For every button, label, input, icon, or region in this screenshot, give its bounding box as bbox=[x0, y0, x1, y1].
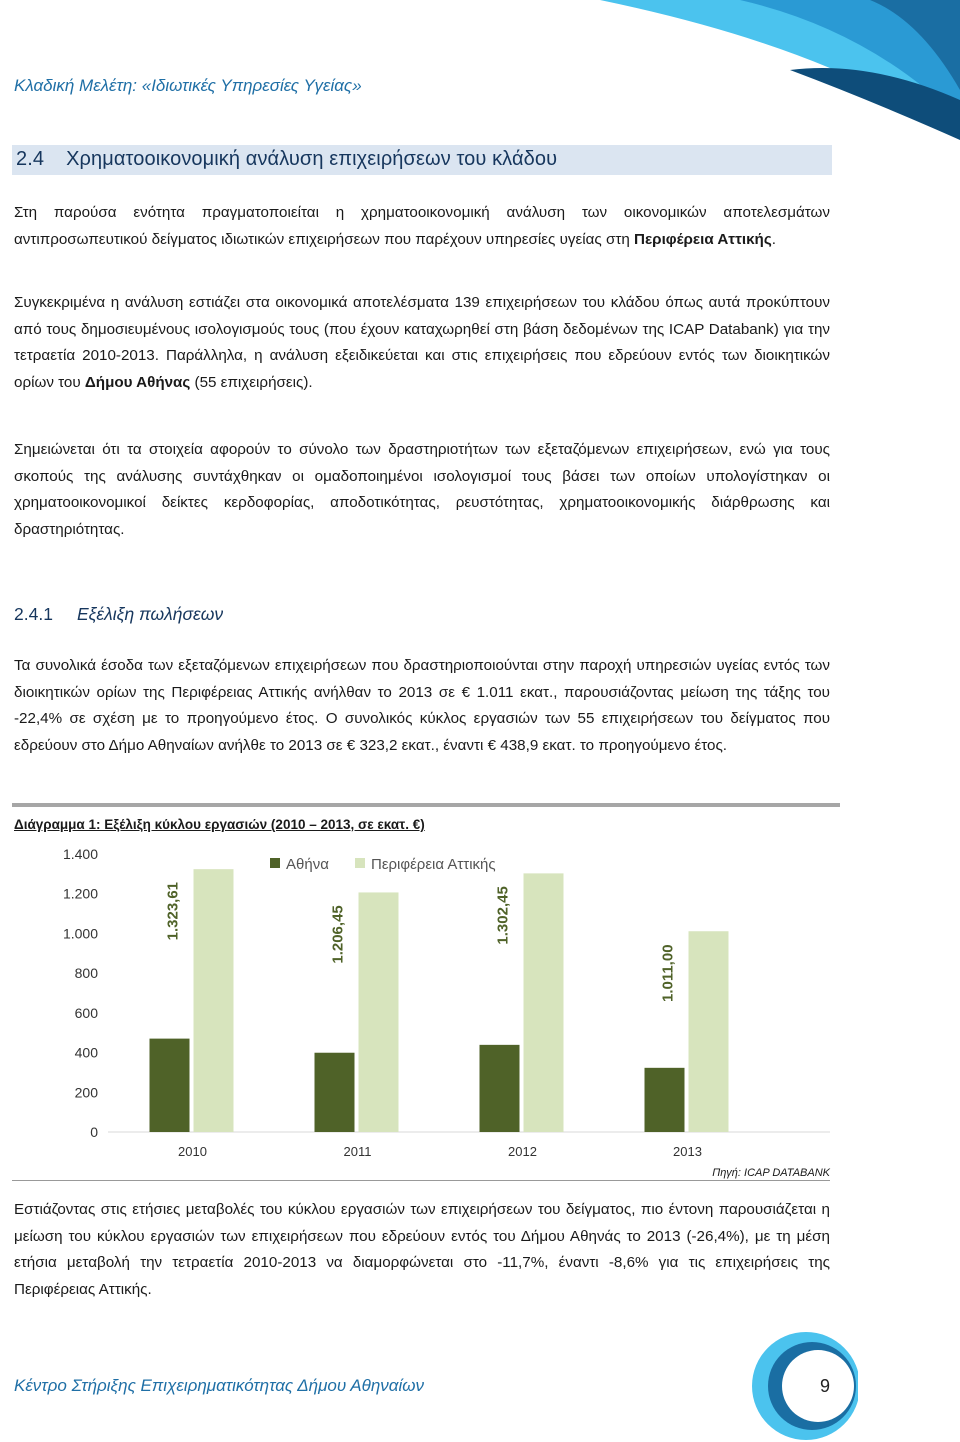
paragraph-intro-text: Στη παρούσα ενότητα πραγματοποιείται η χρηματοοικονομική ανάλυση των οικονομικών αποτελεσμάτων αντιπροσωπευτικού δείγματος ιδιωτικών επιχειρήσεων που παρέχουν υπηρεσίες υγείας στη bbox=[14, 204, 830, 248]
y-tick-label: 1.200 bbox=[62, 885, 98, 902]
section-title: Χρηματοοικονομική ανάλυση επιχειρήσεων του κλάδου bbox=[66, 148, 558, 170]
bar-data-label: 323,2 bbox=[629, 1075, 646, 1114]
paragraph-sample-bold: Δήμου Αθήνας bbox=[84, 373, 191, 391]
legend-attiki-swatch bbox=[355, 858, 365, 868]
paragraph-sample bbox=[14, 290, 830, 396]
subsection-heading bbox=[14, 604, 223, 625]
footer-text: Κέντρο Στήριξης Επιχειρηματικότητας Δήμου Αθηναίων bbox=[14, 1376, 425, 1395]
y-tick-label: 200 bbox=[74, 1084, 98, 1101]
chart-bottom-rule bbox=[12, 1180, 830, 1181]
bar-athina bbox=[150, 1039, 190, 1132]
legend-athina-label: Αθήνα bbox=[286, 856, 329, 873]
bar-attiki bbox=[359, 892, 399, 1132]
y-tick-label: 800 bbox=[74, 965, 98, 982]
subsection-title: Εξέλιξη πωλήσεων bbox=[76, 604, 224, 624]
paragraph-intro-bold: Περιφέρεια Αττικής bbox=[634, 230, 772, 248]
paragraph-sample-end: (55 επιχειρήσεις). bbox=[190, 373, 313, 391]
bar-data-label: 438,9 bbox=[464, 1052, 481, 1091]
x-tick-label: 2013 bbox=[673, 1144, 702, 1159]
bar-attiki bbox=[194, 869, 234, 1132]
chart-source: Πηγή: ICAP DATABANK bbox=[712, 1167, 830, 1179]
y-tick-label: 400 bbox=[74, 1044, 98, 1061]
paragraph-changes: Εστιάζοντας στις ετήσιες μεταβολές του κύκλου εργασιών των επιχειρήσεων του δείγματος, πιο έντονη παρουσιάζεται η μείωση του κύκλου εργασιών των επιχειρήσεων που εδρεύουν εντός του Δήμου Αθηνάς το 2013 (-26,4%), με τη μέση ετήσια μεταβολή την τετραετία 2010-2013 να διαμορφώνεται στο -11,7%, έναντι -8,6% για τις επιχειρήσεις της Περιφέρειας Αττικής. bbox=[14, 1201, 830, 1298]
document-header-title: Κλαδική Μελέτη: «Ιδιωτικές Υπηρεσίες Υγείας» bbox=[14, 76, 362, 95]
y-tick-label: 1.400 bbox=[62, 846, 98, 862]
bar-data-label: 1.206,45 bbox=[329, 905, 347, 964]
y-tick-label: 1.000 bbox=[62, 925, 98, 942]
bar-attiki bbox=[689, 931, 729, 1132]
bar-athina bbox=[480, 1045, 520, 1132]
legend-attiki-label: Περιφέρεια Αττικής bbox=[371, 856, 496, 873]
y-tick-label: 600 bbox=[74, 1004, 98, 1021]
bar-data-label: 470,3 bbox=[134, 1046, 151, 1084]
bar-athina bbox=[645, 1068, 685, 1132]
footer-circle-graphic bbox=[748, 1330, 858, 1442]
legend-athina-swatch bbox=[270, 858, 280, 868]
x-tick-label: 2011 bbox=[343, 1144, 372, 1159]
x-tick-label: 2010 bbox=[178, 1144, 207, 1159]
subsection-number: 2.4.1 bbox=[14, 604, 53, 624]
chart-caption: Διάγραμμα 1: Εξέλιξη κύκλου εργασιών (2010 – 2013, σε εκατ. €) bbox=[14, 817, 425, 832]
x-tick-label: 2012 bbox=[508, 1144, 537, 1159]
bar-data-label: 1.323,61 bbox=[164, 881, 182, 941]
section-heading bbox=[16, 148, 557, 171]
y-tick-label: 0 bbox=[90, 1124, 98, 1140]
paragraph-note: Σημειώνεται ότι τα στοιχεία αφορούν το σύνολο των δραστηριοτήτων των εξεταζόμενων επιχειρήσεων, ενώ για τους σκοπούς της ανάλυσης συντάχθηκαν οι ομαδοποιημένοι ισολογισμοί τους βάσει των οποίων υπολογίστηκαν οι χρηματοοικονομικοί δείκτες κερδοφορίας, αποδοτικότητας, ρευστότητας, χρηματοοικονομικής διάρθρωσης και δραστηριότητας. bbox=[14, 441, 830, 538]
bar-athina bbox=[315, 1053, 355, 1132]
paragraph-intro bbox=[14, 200, 830, 253]
paragraph-sample-text: Συγκεκριμένα η ανάλυση εστιάζει στα οικονομικά αποτελέσματα 139 επιχειρήσεων του κλάδου όπως αυτά προκύπτουν από τους δημοσιευμένους ισολογισμούς τους (που έχουν καταχωρηθεί στη βάση δεδομένων της ICAP Databank) για την τετραετία 2010-2013. Παράλληλα, η ανάλυση εξειδικεύεται και στις επιχειρήσεις που εδρεύουν εντός των διοικητικών ορίων του bbox=[14, 294, 830, 391]
paragraph-intro-end: . bbox=[771, 230, 776, 248]
paragraph-sales: Τα συνολικά έσοδα των εξεταζόμενων επιχειρήσεων που δραστηριοποιούνται στην παροχή υπηρεσιών υγείας εντός των διοικητικών ορίων της Περιφέρειας Αττικής ανήλθαν το 2013 σε € 1.011 εκατ., παρουσιάζοντας μείωση της τάξης του -22,4% σε σχέση με το προηγούμενο έτος. Ο συνολικός κύκλος εργασιών των 55 επιχειρήσεων του δείγματος που εδρεύουν στο Δήμο Αθηναίων ανήλθε το 2013 σε € 323,2 εκατ., έναντι € 438,9 εκατ. το προηγούμενο έτος. bbox=[14, 657, 830, 754]
bar-attiki bbox=[524, 873, 564, 1132]
chart-top-rule bbox=[12, 803, 840, 807]
header-wave-graphic bbox=[540, 0, 960, 140]
page-number: 9 bbox=[820, 1376, 831, 1396]
section-number: 2.4 bbox=[16, 148, 45, 170]
bar-data-label: 1.302,45 bbox=[494, 886, 512, 945]
sales-bar-chart bbox=[0, 840, 840, 1170]
bar-data-label: 1.011,00 bbox=[659, 944, 677, 1003]
bar-data-label: 399,2 bbox=[299, 1060, 316, 1099]
